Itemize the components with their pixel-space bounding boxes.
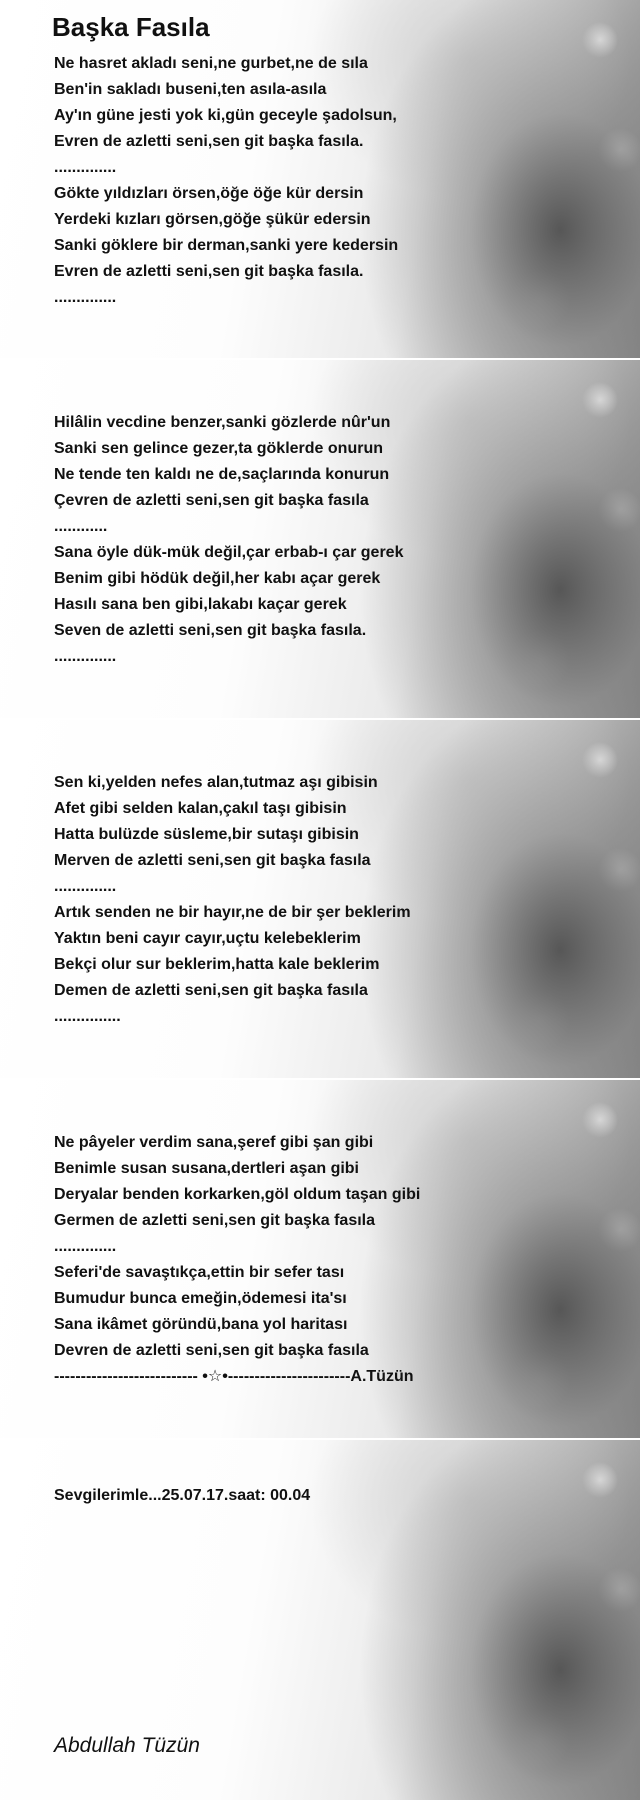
poem-panel-4 (0, 1080, 640, 1438)
poem-line: .............. (54, 159, 117, 176)
poem-line: Sana ikâmet göründü,bana yol haritası (54, 1316, 348, 1333)
poem-line: Çevren de azletti seni,sen git başka fasıla (54, 492, 369, 509)
stanza-1 (54, 51, 398, 311)
poem-line: Deryalar benden korkarken,göl oldum taşan gibi (54, 1186, 421, 1203)
poem-line: Ne tende ten kaldı ne de,saçlarında konurun (54, 466, 390, 483)
stanza-4 (54, 1130, 420, 1390)
poem-line: ............... (54, 1008, 121, 1025)
poem-line: Ay'ın güne jesti yok ki,gün geceyle şadolsun, (54, 107, 397, 124)
poem-line: Hilâlin vecdine benzer,sanki gözlerde nûr'un (54, 414, 391, 431)
poem-line: Yaktın beni cayır cayır,uçtu kelebeklerim (54, 930, 361, 947)
poem-line: Hatta bulüzde süsleme,bir sutaşı gibisin (54, 826, 359, 843)
poem-line: .............. (54, 289, 117, 306)
poem-line: Artık senden ne bir hayır,ne de bir şer beklerim (54, 904, 411, 921)
poem-line: Evren de azletti seni,sen git başka fasıla. (54, 133, 364, 150)
poem-title: Başka Fasıla (52, 12, 210, 42)
poem-line: Sana öyle dük-mük değil,çar erbab-ı çar gerek (54, 544, 404, 561)
stanza-2 (54, 410, 403, 670)
poem-panel-5 (0, 1440, 640, 1800)
poem-line: Ben'in sakladı buseni,ten asıla-asıla (54, 81, 327, 98)
poem-panel-3 (0, 720, 640, 1078)
poem-line: Yerdeki kızları görsen,göğe şükür edersin (54, 211, 371, 228)
poem-line: .............. (54, 1238, 117, 1255)
poem-line: Bekçi olur sur beklerim,hatta kale beklerim (54, 956, 380, 973)
poem-line: Sen ki,yelden nefes alan,tutmaz aşı gibisin (54, 774, 378, 791)
stanza-3 (54, 770, 411, 1030)
poem-line: .............. (54, 648, 117, 665)
poem-line: ............ (54, 518, 108, 535)
poem-line: Gökte yıldızları örsen,öğe öğe kür dersin (54, 185, 364, 202)
poem-line: Sanki sen gelince gezer,ta göklerde onurun (54, 440, 383, 457)
poem-line: Ne hasret akladı seni,ne gurbet,ne de sıla (54, 55, 368, 72)
poem-panel-1 (0, 0, 640, 358)
poem-line: Sanki göklere bir derman,sanki yere kedersin (54, 237, 399, 254)
poem-line: Afet gibi selden kalan,çakıl taşı gibisin (54, 800, 347, 817)
poem-line: Merven de azletti seni,sen git başka fasıla (54, 852, 371, 869)
poem-line: Benimle susan susana,dertleri aşan gibi (54, 1160, 359, 1177)
stanza-5 (54, 1483, 310, 1509)
poem-line: Evren de azletti seni,sen git başka fasıla. (54, 263, 364, 280)
poem-line: Benim gibi hödük değil,her kabı açar gerek (54, 570, 381, 587)
poem-line: Germen de azletti seni,sen git başka fasıla (54, 1212, 376, 1229)
poem-line: Devren de azletti seni,sen git başka fasıla (54, 1342, 369, 1359)
poem-line: Seferi'de savaştıkça,ettin bir sefer tası (54, 1264, 345, 1281)
author-name: Abdullah Tüzün (54, 1734, 200, 1757)
poem-line: Bumudur bunca emeğin,ödemesi ita'sı (54, 1290, 347, 1307)
poem-line: Hasılı sana ben gibi,lakabı kaçar gerek (54, 596, 347, 613)
poem-line: Demen de azletti seni,sen git başka fasıla (54, 982, 368, 999)
poem-line: Seven de azletti seni,sen git başka fasıla. (54, 622, 367, 639)
poem-line: Ne pâyeler verdim sana,şeref gibi şan gibi (54, 1134, 374, 1151)
poem-line: .............. (54, 878, 117, 895)
poem-signature-line: --------------------------- •☆•-----------------------A.Tüzün (54, 1368, 414, 1385)
poem-panel-2 (0, 360, 640, 718)
poem-date-line: Sevgilerimle...25.07.17.saat: 00.04 (54, 1487, 311, 1504)
